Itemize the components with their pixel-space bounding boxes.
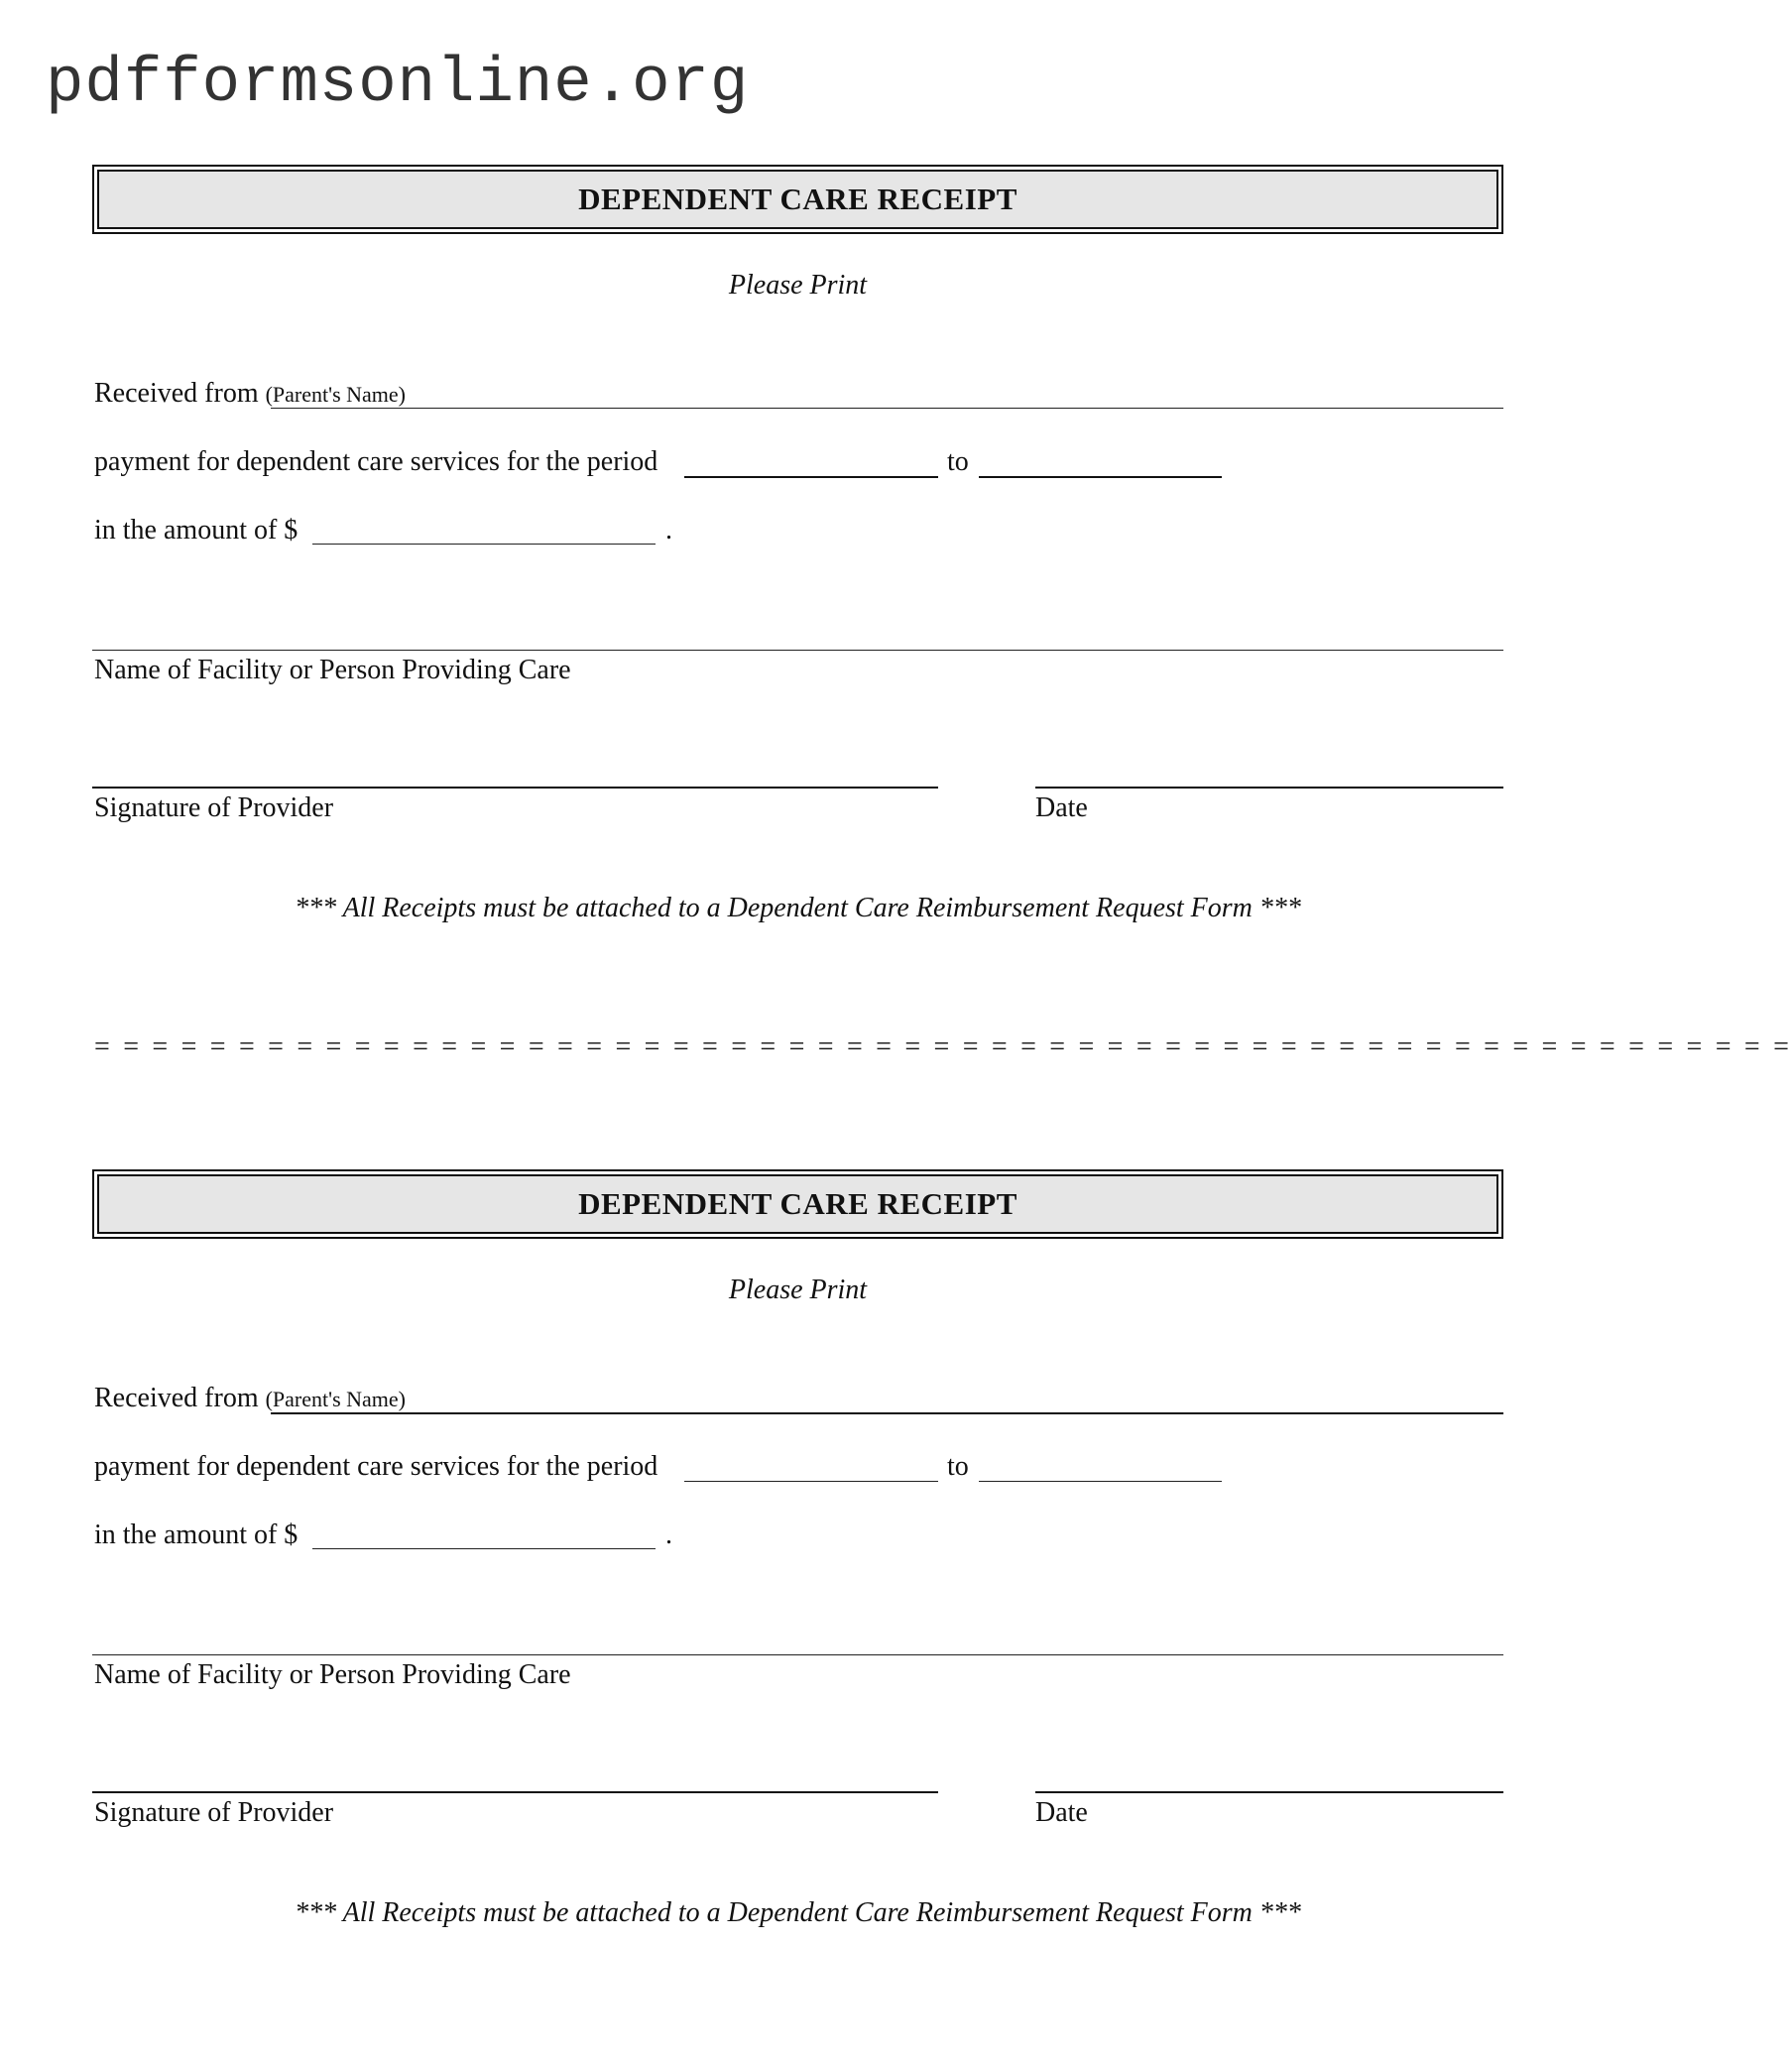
date-field[interactable]: [1035, 1791, 1503, 1793]
receipt-title: DEPENDENT CARE RECEIPT: [97, 1174, 1498, 1234]
facility-label: Name of Facility or Person Providing Care: [94, 655, 571, 685]
attachment-notice: *** All Receipts must be attached to a Dependent Care Reimbursement Request Form ***: [295, 1897, 1301, 1928]
amount-label: in the amount of $: [94, 515, 299, 546]
amount-label: in the amount of $: [94, 1520, 299, 1550]
period-start-field[interactable]: [684, 1481, 938, 1482]
parent-name-hint: (Parent's Name): [265, 382, 407, 407]
please-print-instruction: Please Print: [728, 1275, 868, 1305]
period-end-field[interactable]: [979, 476, 1222, 478]
cut-separator: = = = = = = = = = = = = = = = = = = = = = = = = = = = = = = = = = = = = = = = = = = = = = = = = = = = = = = = = = = =: [94, 1032, 1792, 1062]
date-field[interactable]: [1035, 787, 1503, 789]
period-to-label: to: [947, 1451, 969, 1482]
please-print-instruction: Please Print: [728, 270, 868, 301]
facility-name-field[interactable]: [92, 1654, 1503, 1655]
date-label: Date: [1035, 1797, 1088, 1828]
received-from-label: [94, 1382, 406, 1416]
parent-name-field[interactable]: [271, 1412, 1503, 1414]
amount-end-dot: .: [665, 515, 672, 546]
received-from-text: Received from: [94, 378, 259, 409]
facility-label: Name of Facility or Person Providing Care: [94, 1659, 571, 1690]
receipt-title: DEPENDENT CARE RECEIPT: [97, 170, 1498, 229]
provider-signature-field[interactable]: [92, 1791, 938, 1793]
period-label: payment for dependent care services for the period: [94, 446, 658, 477]
period-to-label: to: [947, 446, 969, 477]
amount-end-dot: .: [665, 1520, 672, 1550]
provider-signature-field[interactable]: [92, 787, 938, 789]
date-label: Date: [1035, 792, 1088, 823]
period-end-field[interactable]: [979, 1481, 1222, 1482]
signature-label: Signature of Provider: [94, 792, 334, 823]
parent-name-field[interactable]: [271, 408, 1503, 409]
receipt-form-2: [92, 1169, 1503, 2022]
amount-field[interactable]: [312, 544, 656, 545]
attachment-notice: *** All Receipts must be attached to a Dependent Care Reimbursement Request Form ***: [295, 893, 1301, 923]
period-label: payment for dependent care services for the period: [94, 1451, 658, 1482]
receipt-title-box: [92, 1169, 1503, 1239]
receipt-form-1: [92, 165, 1503, 1018]
watermark: pdfformsonline.org: [46, 49, 750, 120]
received-from-label: [94, 377, 406, 412]
facility-name-field[interactable]: [92, 650, 1503, 651]
received-from-text: Received from: [94, 1383, 259, 1413]
period-start-field[interactable]: [684, 476, 938, 478]
parent-name-hint: (Parent's Name): [265, 1387, 407, 1411]
receipt-title-box: [92, 165, 1503, 234]
amount-field[interactable]: [312, 1548, 656, 1549]
signature-label: Signature of Provider: [94, 1797, 334, 1828]
